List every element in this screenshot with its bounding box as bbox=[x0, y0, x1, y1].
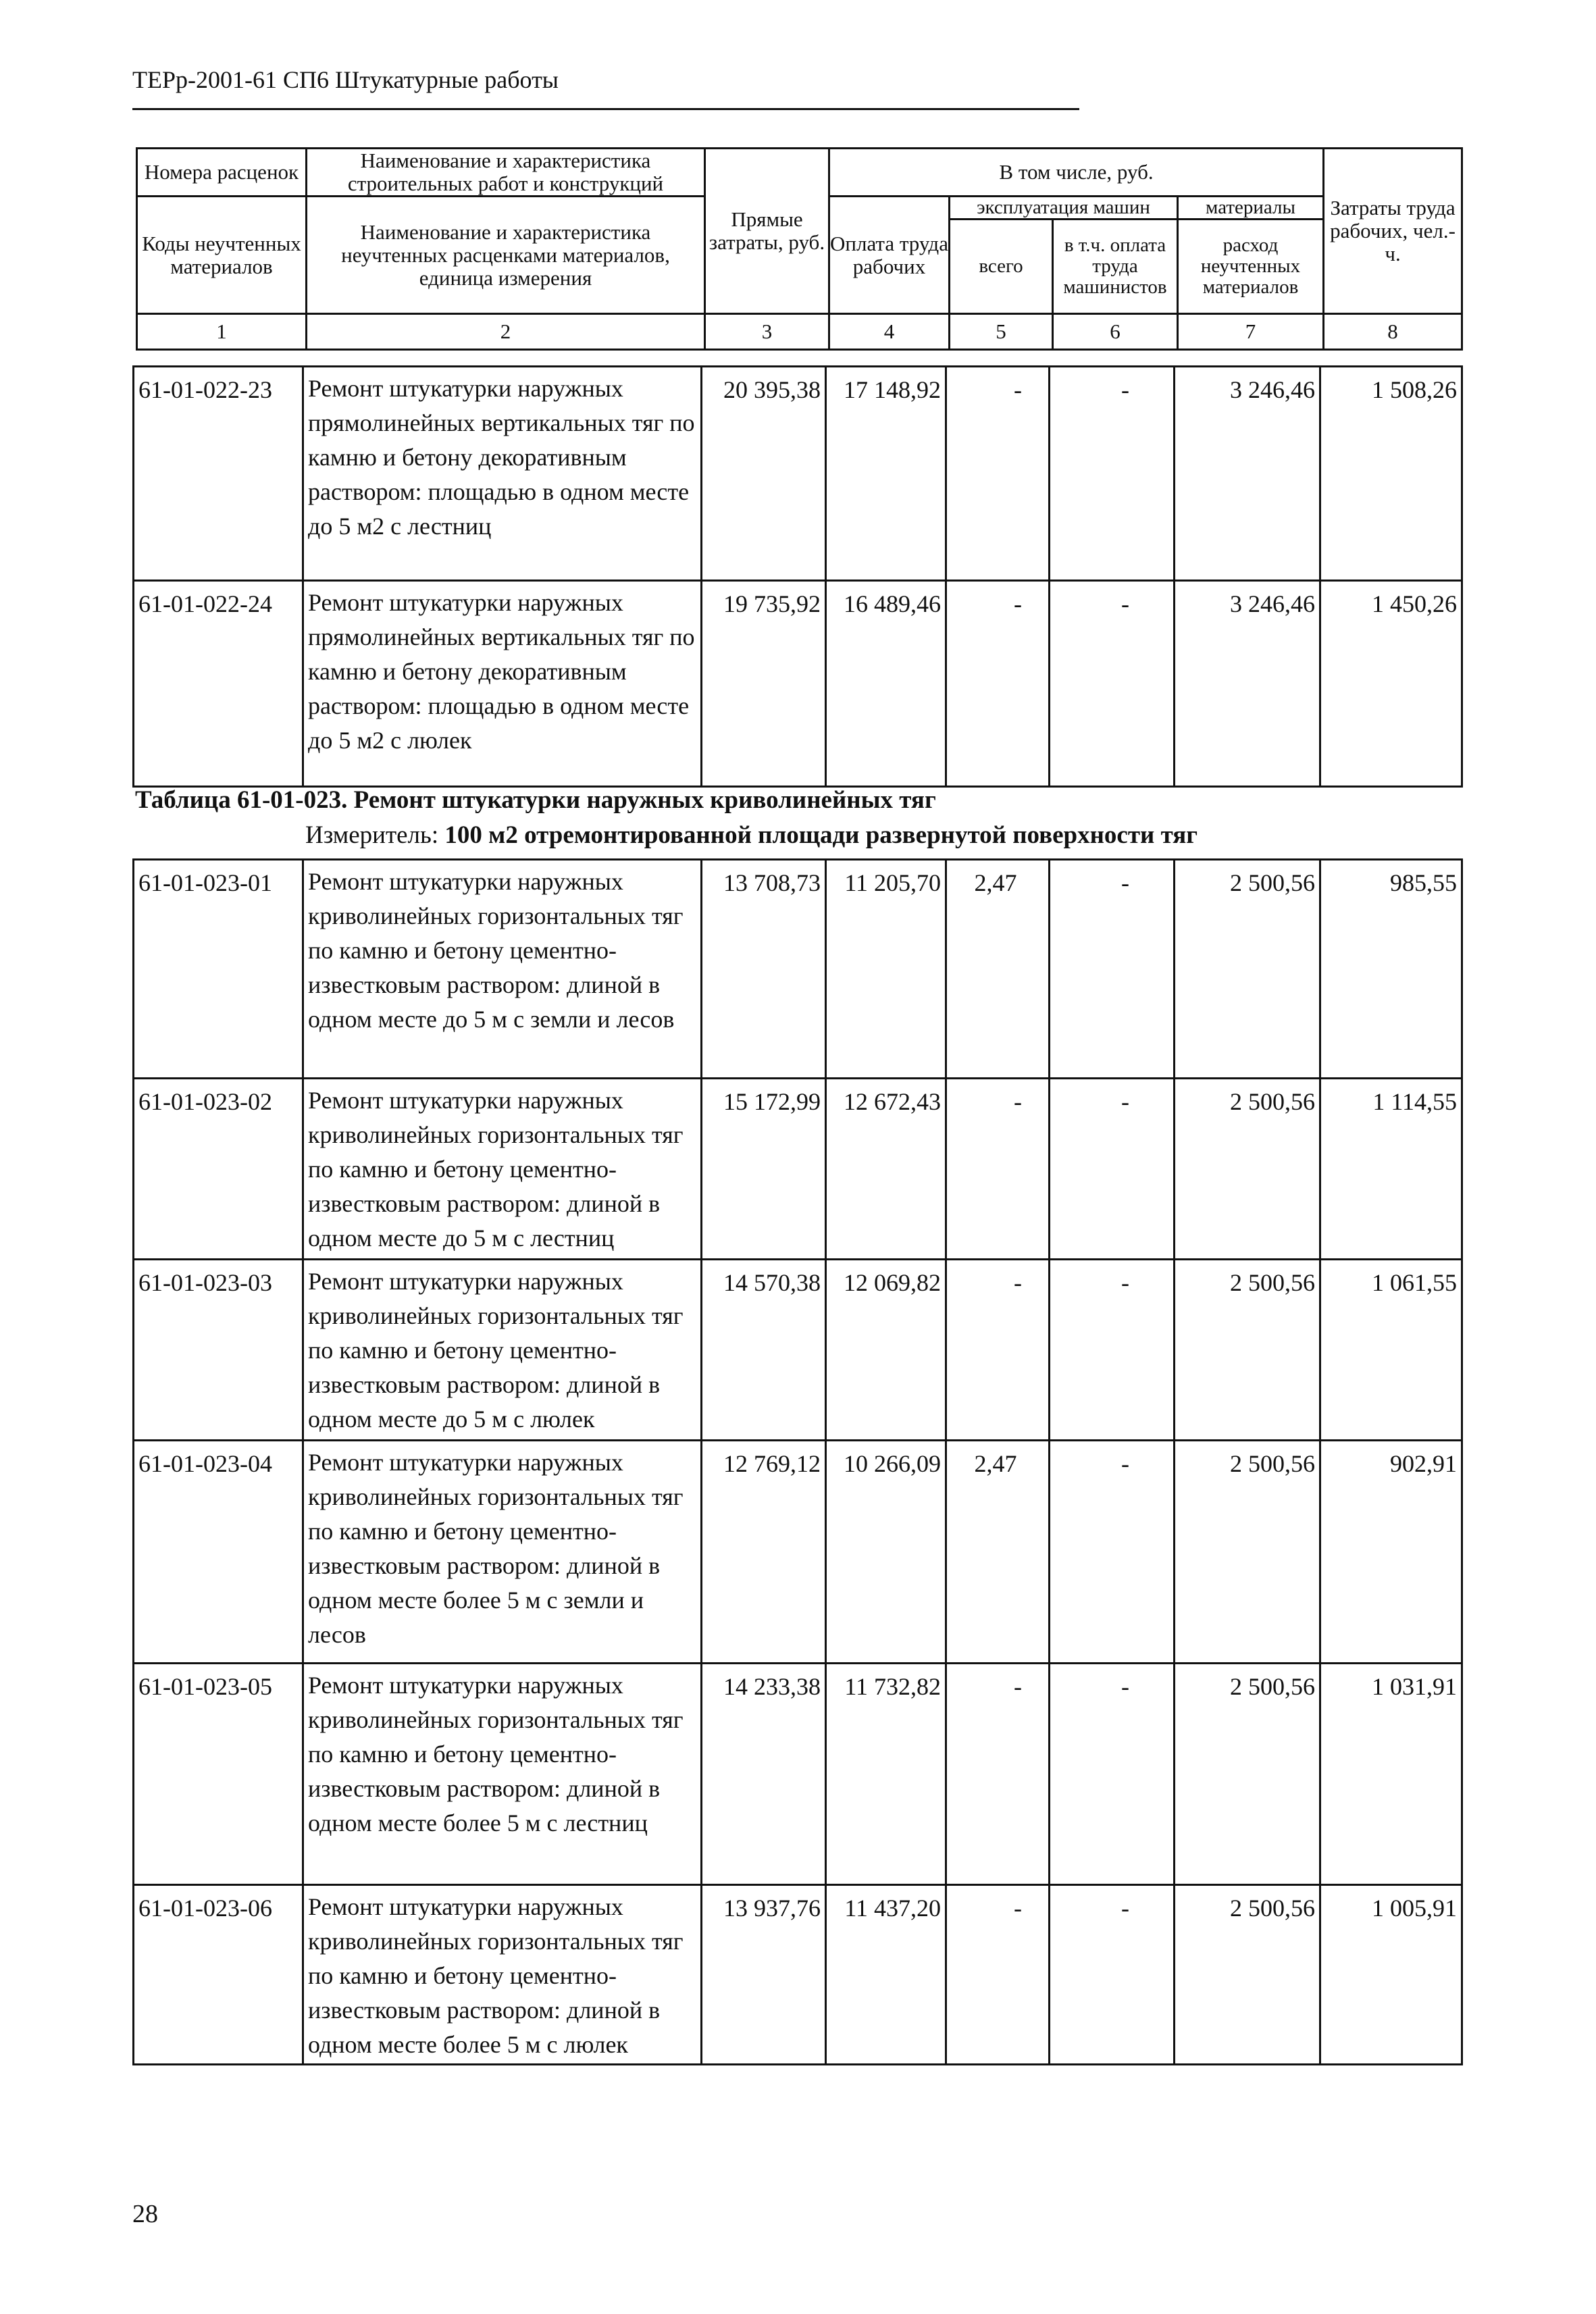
rate-description: Ремонт штукатурки наружных прямолинейных вертикальных тяг по камню и бетону декоративным раствором: площадью в одном месте до 5 м2 с лестниц bbox=[303, 367, 702, 581]
table-row bbox=[134, 1885, 1462, 2065]
labor-hours: 1 005,91 bbox=[1320, 1885, 1462, 2065]
machinist-pay: - bbox=[1050, 1079, 1175, 1260]
labor-pay: 10 266,09 bbox=[826, 1441, 946, 1664]
labor-hours: 1 450,26 bbox=[1320, 581, 1462, 787]
machinist-pay: - bbox=[1050, 581, 1175, 787]
rate-description: Ремонт штукатурки наружных криволинейных горизонтальных тяг по камню и бетону цементно-известковым раствором: длиной в одном месте более 5 м с земли и лесов bbox=[303, 1441, 702, 1664]
table-row bbox=[134, 1079, 1462, 1260]
machines-total: - bbox=[946, 367, 1050, 581]
direct-costs: 14 570,38 bbox=[702, 1260, 826, 1441]
rate-description: Ремонт штукатурки наружных криволинейных горизонтальных тяг по камню и бетону цементно-известковым раствором: длиной в одном месте более 5 м с люлек bbox=[303, 1885, 702, 2065]
column-header-table bbox=[136, 147, 1463, 351]
col-number-3: 3 bbox=[705, 314, 829, 350]
table-row bbox=[134, 367, 1462, 581]
header-codes-top: Номера расценок bbox=[137, 149, 307, 197]
machines-total: - bbox=[946, 1260, 1050, 1441]
labor-hours: 902,91 bbox=[1320, 1441, 1462, 1664]
table-row bbox=[134, 860, 1462, 1079]
col-number-2: 2 bbox=[307, 314, 705, 350]
labor-pay: 11 205,70 bbox=[826, 860, 946, 1079]
direct-costs: 14 233,38 bbox=[702, 1664, 826, 1885]
measure-label: Измеритель: bbox=[305, 821, 439, 849]
col-number-6: 6 bbox=[1053, 314, 1178, 350]
header-machines-total: всего bbox=[950, 220, 1053, 314]
rate-code: 61-01-022-24 bbox=[134, 581, 303, 787]
rate-code: 61-01-023-06 bbox=[134, 1885, 303, 2065]
direct-costs: 13 708,73 bbox=[702, 860, 826, 1079]
direct-costs: 13 937,76 bbox=[702, 1885, 826, 2065]
header-codes-bottom: Коды неучтенных материалов bbox=[137, 197, 307, 314]
materials-cost: 2 500,56 bbox=[1175, 860, 1320, 1079]
header-group: В том числе, руб. bbox=[829, 149, 1324, 197]
header-direct-costs: Прямые затраты, руб. bbox=[705, 149, 829, 314]
machinist-pay: - bbox=[1050, 860, 1175, 1079]
col-number-8: 8 bbox=[1324, 314, 1462, 350]
page-title: ТЕРр-2001-61 СП6 Штукатурные работы bbox=[132, 66, 559, 93]
labor-pay: 16 489,46 bbox=[826, 581, 946, 787]
materials-cost: 2 500,56 bbox=[1175, 1079, 1320, 1260]
rate-code: 61-01-022-23 bbox=[134, 367, 303, 581]
labor-pay: 12 069,82 bbox=[826, 1260, 946, 1441]
materials-cost: 2 500,56 bbox=[1175, 1260, 1320, 1441]
rate-code: 61-01-023-04 bbox=[134, 1441, 303, 1664]
labor-hours: 985,55 bbox=[1320, 860, 1462, 1079]
materials-cost: 2 500,56 bbox=[1175, 1441, 1320, 1664]
materials-cost: 3 246,46 bbox=[1175, 367, 1320, 581]
labor-hours: 1 031,91 bbox=[1320, 1664, 1462, 1885]
header-unaccounted-materials: расход неучтенных материалов bbox=[1178, 220, 1324, 314]
rate-description: Ремонт штукатурки наружных прямолинейных вертикальных тяг по камню и бетону декоративным раствором: площадью в одном месте до 5 м2 с люлек bbox=[303, 581, 702, 787]
machines-total: 2,47 bbox=[946, 860, 1050, 1079]
machines-total: - bbox=[946, 1079, 1050, 1260]
machines-total: - bbox=[946, 1664, 1050, 1885]
measure-value: 100 м2 отремонтированной площади развернутой поверхности тяг bbox=[444, 821, 1198, 849]
labor-hours: 1 508,26 bbox=[1320, 367, 1462, 581]
machinist-pay: - bbox=[1050, 1260, 1175, 1441]
labor-pay: 11 732,82 bbox=[826, 1664, 946, 1885]
col-number-1: 1 bbox=[137, 314, 307, 350]
machines-total: 2,47 bbox=[946, 1441, 1050, 1664]
materials-cost: 2 500,56 bbox=[1175, 1885, 1320, 2065]
labor-hours: 1 061,55 bbox=[1320, 1260, 1462, 1441]
machines-total: - bbox=[946, 1885, 1050, 2065]
rates-table-022 bbox=[132, 365, 1463, 788]
rate-description: Ремонт штукатурки наружных криволинейных горизонтальных тяг по камню и бетону цементно-известковым раствором: длиной в одном месте до 5 м с лестниц bbox=[303, 1079, 702, 1260]
labor-pay: 17 148,92 bbox=[826, 367, 946, 581]
table-row bbox=[134, 1441, 1462, 1664]
header-labor-pay: Оплата труда рабочих bbox=[829, 197, 950, 314]
page-number: 28 bbox=[132, 2200, 158, 2228]
col-number-7: 7 bbox=[1178, 314, 1324, 350]
rate-description: Ремонт штукатурки наружных криволинейных горизонтальных тяг по камню и бетону цементно-известковым раствором: длиной в одном месте до 5 м с земли и лесов bbox=[303, 860, 702, 1079]
table-row bbox=[134, 1664, 1462, 1885]
table-measure bbox=[305, 821, 1198, 850]
rate-code: 61-01-023-02 bbox=[134, 1079, 303, 1260]
rate-code: 61-01-023-01 bbox=[134, 860, 303, 1079]
header-names-top: Наименование и характеристика строительных работ и конструкций bbox=[307, 149, 705, 197]
machines-total: - bbox=[946, 581, 1050, 787]
direct-costs: 19 735,92 bbox=[702, 581, 826, 787]
header-materials: материалы bbox=[1178, 197, 1324, 220]
header-labor-hours: Затраты труда рабочих, чел.-ч. bbox=[1324, 149, 1462, 314]
machinist-pay: - bbox=[1050, 1664, 1175, 1885]
rate-code: 61-01-023-05 bbox=[134, 1664, 303, 1885]
direct-costs: 12 769,12 bbox=[702, 1441, 826, 1664]
rate-description: Ремонт штукатурки наружных криволинейных горизонтальных тяг по камню и бетону цементно-известковым раствором: длиной в одном месте до 5 м с люлек bbox=[303, 1260, 702, 1441]
rates-table-023 bbox=[132, 858, 1463, 2065]
header-machinist-pay: в т.ч. оплата труда машинистов bbox=[1053, 220, 1178, 314]
table-row bbox=[134, 1260, 1462, 1441]
materials-cost: 2 500,56 bbox=[1175, 1664, 1320, 1885]
labor-pay: 11 437,20 bbox=[826, 1885, 946, 2065]
machinist-pay: - bbox=[1050, 1885, 1175, 2065]
labor-hours: 1 114,55 bbox=[1320, 1079, 1462, 1260]
table-row bbox=[134, 581, 1462, 787]
machinist-pay: - bbox=[1050, 367, 1175, 581]
labor-pay: 12 672,43 bbox=[826, 1079, 946, 1260]
machinist-pay: - bbox=[1050, 1441, 1175, 1664]
table-caption: Таблица 61-01-023. Ремонт штукатурки наружных криволинейных тяг bbox=[135, 786, 936, 814]
col-number-4: 4 bbox=[829, 314, 950, 350]
header-names-bottom: Наименование и характеристика неучтенных расценками материалов, единица измерения bbox=[307, 197, 705, 314]
rate-description: Ремонт штукатурки наружных криволинейных горизонтальных тяг по камню и бетону цементно-известковым раствором: длиной в одном месте более 5 м с лестниц bbox=[303, 1664, 702, 1885]
header-machines: эксплуатация машин bbox=[950, 197, 1178, 220]
col-number-5: 5 bbox=[950, 314, 1053, 350]
rate-code: 61-01-023-03 bbox=[134, 1260, 303, 1441]
materials-cost: 3 246,46 bbox=[1175, 581, 1320, 787]
direct-costs: 20 395,38 bbox=[702, 367, 826, 581]
title-divider bbox=[132, 108, 1079, 110]
direct-costs: 15 172,99 bbox=[702, 1079, 826, 1260]
